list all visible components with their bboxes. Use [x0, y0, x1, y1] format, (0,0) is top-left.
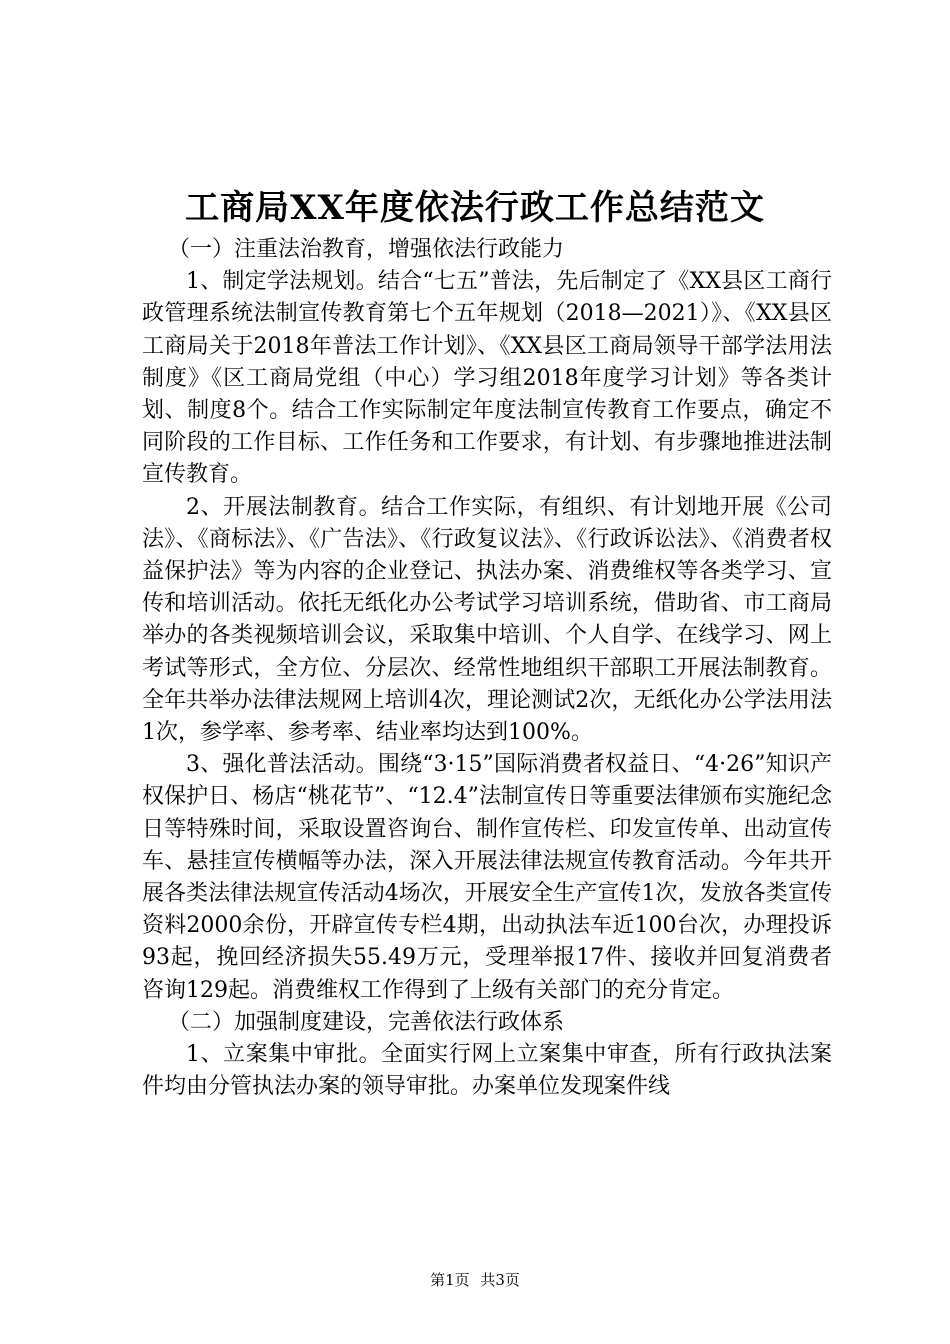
document-title: 工商局XX年度依法行政工作总结范文: [185, 188, 765, 228]
document-body: [142, 234, 832, 1103]
paragraph-3: 3、强化普法活动。围绕“3·15”国际消费者权益日、“4·26”知识产权保护日、杨店“桃花节”、“12.4”法制宣传日等重要法律颁布实施纪念日等特殊时间，采取设置咨询台、制作宣传栏、印发宣传单、出动宣传车、悬挂宣传横幅等办法，深入开展法律法规宣传教育活动。今年共开展各类法律法规宣传活动4场次，开展安全生产宣传1次，发放各类宣传资料2000余份，开辟宣传专栏4期，出动执法车近100台次，办理投诉93起，挽回经济损失55.49万元，受理举报17件、接收并回复消费者咨询129起。消费维权工作得到了上级有关部门的充分肯定。: [142, 752, 832, 1003]
page-footer: [0, 1270, 950, 1290]
section-heading-1: （一）注重法治教育，增强依法行政能力: [168, 237, 565, 262]
paragraph-4: 1、立案集中审批。全面实行网上立案集中审查，所有行政执法案件均由分管执法办案的领导审批。办案单位发现案件线: [142, 1042, 832, 1100]
paragraph-2: 2、开展法制教育。结合工作实际，有组织、有计划地开展《公司法》、《商标法》、《广告法》、《行政复议法》、《行政诉讼法》、《消费者权益保护法》等为内容的企业登记、执法办案、消费维权等各类学习、宣传和培训活动。依托无纸化办公考试学习培训系统，借助省、市工商局举办的各类视频培训会议，采取集中培训、个人自学、在线学习、网上考试等形式，全方位、分层次、经常性地组织干部职工开展法制教育。全年共举办法律法规网上培训4次，理论测试2次，无纸化办公学法用法1次，参学率、参考率、结业率均达到100%。: [142, 494, 832, 746]
section-heading-2: （二）加强制度建设，完善依法行政体系: [168, 1009, 565, 1035]
paragraph-1: 1、制定学法规划。结合“七五”普法，先后制定了《XX县区工商行政管理系统法制宣传教育第七个五年规划（2018—2021）》、《XX县区工商局关于2018年普法工作计划》、《XX县区工商局领导干部学法用法制度》《区工商局党组（中心）学习组2018年度学习计划》等各类计划、制度8个。结合工作实际制定年度法制宣传教育工作要点，确定不同阶段的工作目标、工作任务和工作要求，有计划、有步骤地推进法制宣传教育。: [142, 269, 832, 488]
page-number: 第1页: [430, 1271, 470, 1289]
page-total: 共3页: [480, 1271, 520, 1289]
